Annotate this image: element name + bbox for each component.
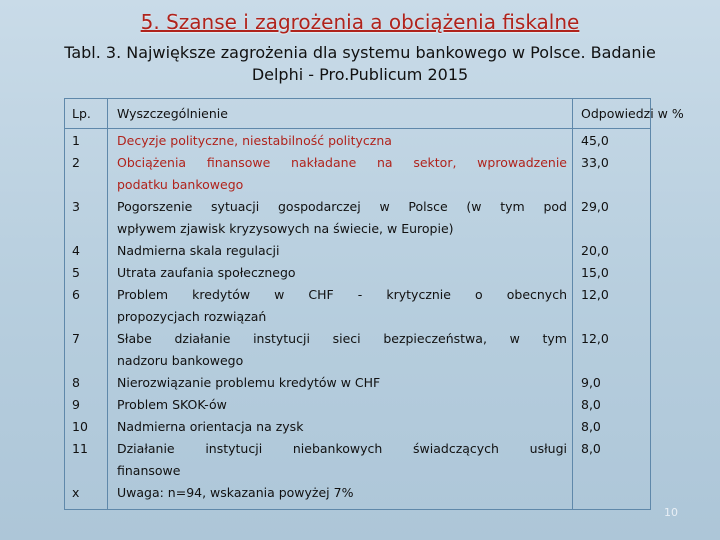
- value-header-cell: [573, 99, 684, 129]
- row-number: 6: [72, 287, 80, 302]
- table-caption-line-1: Tabl. 3. Największe zagrożenia dla systemu bankowego w Polsce. Badanie: [64, 43, 656, 62]
- row-value: 45,0: [581, 133, 609, 148]
- row-number: 10: [72, 419, 88, 434]
- row-description: nadzoru bankowego: [117, 353, 244, 368]
- value-column: [573, 98, 684, 510]
- row-description: wpływem zjawisk kryzysowych na świecie, w Europie): [117, 221, 454, 236]
- row-number: 11: [72, 441, 88, 456]
- row-description: Nierozwiązanie problemu kredytów w CHF: [117, 375, 381, 390]
- description-header: Wyszczególnienie: [117, 106, 228, 121]
- row-value: 15,0: [581, 265, 609, 280]
- row-description: Decyzje polityczne, niestabilność polityczna: [117, 133, 392, 148]
- row-description: Utrata zaufania społecznego: [117, 265, 296, 280]
- row-value: 29,0: [581, 199, 609, 214]
- slide-title: 5. Szanse i zagrożenia a obciążenia fiskalne: [140, 10, 580, 34]
- row-description: finansowe: [117, 463, 181, 478]
- lp-header-cell: [65, 99, 107, 129]
- row-description: podatku bankowego: [117, 177, 244, 192]
- row-description: Pogorszenie sytuacji gospodarczej w Polsce (w tym pod: [117, 199, 567, 214]
- row-number: 2: [72, 155, 80, 170]
- row-description: Problem kredytów w CHF - krytycznie o obecnych: [117, 287, 567, 302]
- value-header: Odpowiedzi w %: [581, 106, 684, 121]
- row-number: 3: [72, 199, 80, 214]
- row-description: Nadmierna orientacja na zysk: [117, 419, 304, 434]
- row-number: 4: [72, 243, 80, 258]
- row-description: Działanie instytucji niebankowych świadczących usługi: [117, 441, 567, 456]
- table-caption-line-2: Delphi - Pro.Publicum 2015: [251, 65, 469, 84]
- lp-header: Lp.: [72, 106, 91, 121]
- page-number: 10: [664, 506, 678, 519]
- row-value: 20,0: [581, 243, 609, 258]
- row-value: 12,0: [581, 287, 609, 302]
- row-value: 8,0: [581, 441, 601, 456]
- row-value: 8,0: [581, 419, 601, 434]
- row-description: Uwaga: n=94, wskazania powyżej 7%: [117, 485, 354, 500]
- description-header-cell: [108, 99, 572, 129]
- row-description: Nadmierna skala regulacji: [117, 243, 280, 258]
- row-description: Problem SKOK-ów: [117, 397, 227, 412]
- row-value: 33,0: [581, 155, 609, 170]
- row-number: x: [72, 485, 80, 500]
- description-column: [107, 98, 573, 510]
- row-number: 8: [72, 375, 80, 390]
- row-description: Obciążenia finansowe nakładane na sektor, wprowadzenie: [117, 155, 567, 170]
- row-value: 8,0: [581, 397, 601, 412]
- row-number: 5: [72, 265, 80, 280]
- lp-column: [64, 98, 107, 510]
- row-description: propozycjach rozwiązań: [117, 309, 267, 324]
- row-description: Słabe działanie instytucji sieci bezpieczeństwa, w tym: [117, 331, 567, 346]
- row-number: 7: [72, 331, 80, 346]
- row-value: 9,0: [581, 375, 601, 390]
- threats-table: [64, 98, 684, 510]
- table-caption: [40, 42, 680, 86]
- row-number: 9: [72, 397, 80, 412]
- row-number: 1: [72, 133, 80, 148]
- row-value: 12,0: [581, 331, 609, 346]
